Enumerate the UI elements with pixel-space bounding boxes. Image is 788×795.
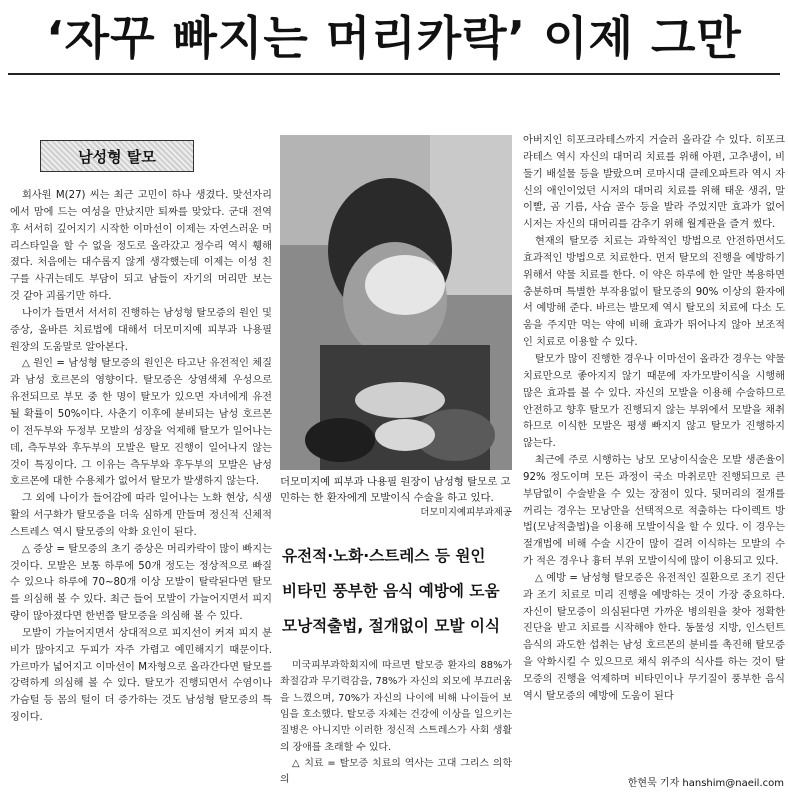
subheadline: 비타민 풍부한 음식 예방에 도움: [282, 582, 500, 600]
paragraph: 현재의 탈모증 치료는 과학적인 방법으로 안전하면서도 효과적인 방법으로 치료한다. 먼저 탈모의 진행을 예방하기 위해서 약물 치료를 한다. 이 약은 하루에 한 알만 복용하면 충분하며 특별한 부작용없이 탈모증의 90% 이상의 환자에서 예방해 준다. 바르는 발모제 역시 탈모의 치료에 다소 도움을 주지만 먹는 약에 비해 효과가 뛰어나지 않아 보조적인 치료로 이용할 수 있다.: [523, 236, 785, 349]
article-column-1: [10, 188, 272, 727]
photo-credit: 더모미지예피부과제공: [420, 507, 512, 518]
paragraph: 최근에 주로 시행하는 낭모 모낭이식술은 모발 생존율이 92% 정도이며 모든 과정이 국소 마취로만 진행되므로 큰 부담없이 수술받을 수 있는 장점이 있다. 뒷머리의 절개를 꺼리는 경우는 모낭만을 선택적으로 적출하는 다이렉트 방법(모낭적출법)을 이용해 모발이식을 할 수 있다. 이 경우는 절개법에 비해 수술 시간이 많이 걸려 이식하는 모발의 수가 적은 경우나 흉터 부위 모발이식에 많이 이용되고 있다.: [523, 455, 785, 568]
surgery-photo: [280, 135, 512, 470]
subheadline: 유전적·노화·스트레스 등 원인: [282, 547, 486, 565]
paragraph: △ 원인 = 남성형 탈모증의 원인은 타고난 유전적인 체질과 남성 호르몬의 영향이다. 탈모증은 상염색체 우성으로 유전되므로 부모 중 한 명이 탈모가 있으면 자녀에게 유전될 확률이 50%이다. 사춘기 이후에 분비되는 남성 호르몬이 전두부와 두정부 모발의 성장을 억제해 탈모가 일어나는데, 측두부와 후두부의 모발은 탈모 진행이 일어나지 않는 것이 특징이다. 그 이유는 측두부와 후두부의 모발은 남성 호르몬에 대한 수용체가 없어서 탈모가 발생하지 않는다.: [10, 358, 272, 488]
section-label: 남성형 탈모: [40, 140, 194, 172]
paragraph: 회사원 M(27) 씨는 최근 고민이 하나 생겼다. 맞선자리에서 맘에 드는 여성을 만났지만 퇴짜를 맞았다. 군대 전역 후 서서히 깊어지기 시작한 이마선이 이제는 자연스러운 머리스타일을 할 수 없을 정도로 올라갔고 정수리 역시 휑해졌다. 처음에는 대수롭지 않게 생각했는데 이제는 이성 친구를 사귀는데도 부담이 되고 남들이 자기의 머리만 보는 것 같아 괴롭기만 하다.: [10, 190, 272, 303]
article-column-3: [523, 133, 785, 706]
paragraph: 나이가 들면서 서서히 진행하는 남성형 탈모증의 원인 및 증상, 올바른 치료법에 대해서 더모미지예 피부과 나용필 원장의 도움말로 알아본다.: [10, 307, 272, 353]
paragraph: △ 증상 = 탈모증의 초기 증상은 머리카락이 많이 빠지는 것이다. 모발은 보통 하루에 50개 정도는 정상적으로 빠질 수 있으나 하루에 70~80개 이상 모발이 탈락된다면 탈모를 의심해 볼 수 있다. 최근 들어 모발이 가늘어지면서 피지량이 많아졌다면 한번쯤 탈모증을 의심해 볼 수 있다.: [10, 543, 272, 623]
article-column-2: [280, 658, 512, 789]
paragraph: 탈모가 많이 진행한 경우나 이마선이 올라간 경우는 약물 치료만으로 좋아지지 않기 때문에 자가모발이식을 시행해 많은 효과를 볼 수 있다. 자신의 모발을 이용해 수술하므로 안전하고 향후 탈모가 진행되지 않는 부위에서 모발을 채취하므로 이식한 모발은 평생 빠지지 않고 탈모가 진행하지 않는다.: [523, 353, 785, 450]
byline: 한현묵 기자 hanshim@naeil.com: [627, 778, 784, 789]
paragraph: △ 예방 = 남성형 탈모증은 유전적인 질환으로 조기 진단과 조기 치료로 미리 진행을 예방하는 것이 가장 중요하다. 자신이 탈모증이 의심된다면 가까운 병의원을 찾아 정확한 진단을 받고 치료를 시작해야 한다. 동물성 지방, 인스턴트 음식의 과도한 섭취는 남성 호르몬의 분비를 촉진해 탈모증을 악화시킬 수 있으므로 채식 위주의 식사를 하는 것이 탈모증의 진행을 억제하며 비타민이나 무기질이 풍부한 음식 역시 탈모증의 예방에 도움이 된다: [523, 572, 785, 702]
headline: ‘자꾸 빠지는 머리카락’ 이제 그만: [46, 11, 742, 65]
headline-rule: [8, 73, 780, 75]
subheadline: 모낭적출법, 절개없이 모발 이식: [282, 617, 501, 635]
photo-caption: 더모미지예 피부과 나용필 원장이 남성형 탈모로 고민하는 한 환자에게 모발이식 수술을 하고 있다.: [280, 476, 511, 504]
paragraph: △ 치료 = 탈모증 치료의 역사는 고대 그리스 의학의: [280, 758, 512, 786]
paragraph: 아버지인 히포크라테스까지 거슬러 올라갈 수 있다. 히포크라테스 역시 자신의 대머리 치료를 위해 아편, 고추냉이, 비둘기 배설물 등을 발랐으며 로마시대 클레오파트라 역시 자신의 애인이었던 시저의 대머리 치료를 위해 태운 생쥐, 말 이빨, 곰 기름, 사슴 골수 등을 발라 주었지만 효과가 없어 시저는 자신의 대머리를 감추기 위해 월계관을 즐겨 썼다.: [523, 135, 785, 231]
paragraph: 그 외에 나이가 들어감에 따라 일어나는 노화 현상, 식생활의 서구화가 탈모증을 더욱 심하게 만들며 정신적 신체적 스트레스 역시 탈모증의 악화 요인이 된다.: [10, 493, 272, 538]
surgery-photo-illustration: [280, 135, 512, 470]
paragraph: 미국피부과학회지에 따르면 탈모증 환자의 88%가 좌절감과 무기력감을, 78%가 자신의 외모에 부끄러움을 느꼈으며, 70%가 자신의 나이에 비해 나이들어 보임을 호소했다. 탈모증 자체는 건강에 이상을 일으키는 질병은 아니지만 이러한 정신적 스트레스가 사회 생활의 장애를 초래할 수 있다.: [280, 660, 512, 753]
paragraph: 모발이 가늘어지면서 상대적으로 피지선이 커져 피지 분비가 많아지고 두피가 자주 가렵고 예민해지기 때문이다. 가르마가 넓어지고 이마선이 M자형으로 올라간다면 탈모를 강력하게 의심해 볼 수 있다. 탈모가 진행되면서 수염이나 가슴털 등 몸의 털이 더 증가하는 것도 남성형 탈모증의 특징이다.: [10, 627, 272, 724]
